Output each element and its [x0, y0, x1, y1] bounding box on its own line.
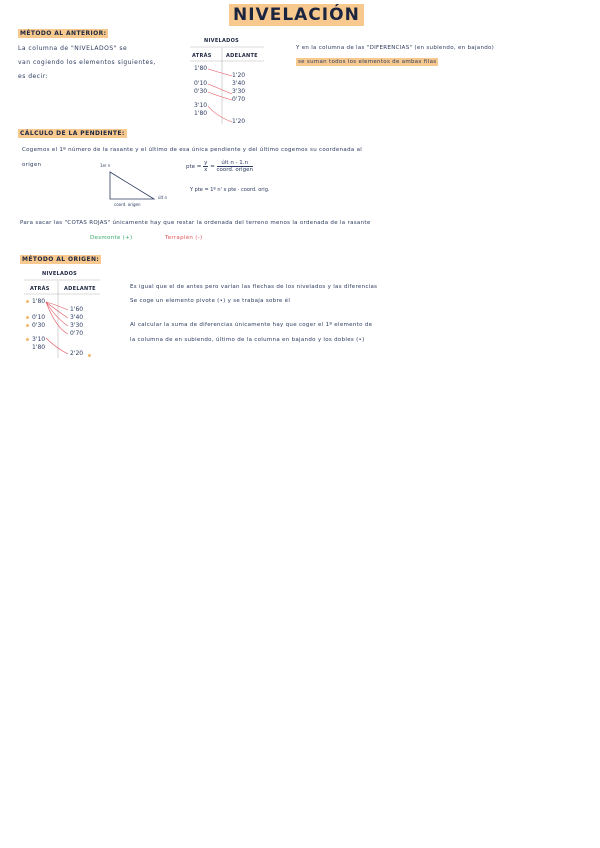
table-cell: 3'40: [70, 314, 84, 321]
table-title: NIVELADOS: [42, 271, 78, 277]
table-cell: 1'80: [32, 344, 46, 351]
section-heading-anterior: MÉTODO AL ANTERIOR:: [20, 30, 107, 37]
anterior-line-1: La columna de "NIVELADOS" se: [18, 45, 128, 52]
pendiente-line-1: Cogemos el 1º número de la rasante y el último de esa única pendiente y del último cogemos su coordenada al: [22, 147, 363, 153]
formula-lhs: pte =: [186, 164, 202, 170]
table-cell: 0'30: [32, 322, 46, 329]
pendiente-line-2: origen: [22, 162, 42, 168]
table-cell: 1'20: [232, 72, 246, 79]
anterior-line-2: van cogiendo los elementos siguientes,: [18, 59, 156, 66]
table-cell: 1'80: [194, 65, 208, 72]
page-title: NIVELACIÓN: [229, 4, 364, 26]
column-header-atras: ATRÁS: [192, 53, 212, 59]
table-cell: 1'20: [232, 118, 246, 125]
table-cell: 0'70: [70, 330, 84, 337]
column-header-atras: ATRÁS: [30, 286, 50, 292]
table-cell: 0'10: [194, 80, 208, 87]
desmonte-label: Desmonte (+): [90, 235, 133, 241]
formula-2: Y pte = 1º n' x pte · coord. orig.: [190, 187, 270, 193]
slope-triangle: [108, 170, 158, 202]
pivot-dot: [26, 338, 29, 341]
table-cell: 3'10: [32, 336, 46, 343]
anterior-line-3: es decir:: [18, 73, 49, 80]
triangle-right-label: últ n: [158, 195, 168, 200]
table-cell: 2'20: [70, 350, 84, 357]
cotas-rojas-line: Para sacar las "COTAS ROJAS" únicamente hay que restar la ordenada del terreno menos la ordenada de la rasante: [20, 220, 371, 226]
table-title: NIVELADOS: [204, 38, 240, 44]
table-cell: 3'30: [70, 322, 84, 329]
pivot-dot: [88, 354, 91, 357]
table-cell: 1'80: [194, 110, 208, 117]
table-cell: 3'30: [232, 88, 246, 95]
table-cell: 0'30: [194, 88, 208, 95]
origen-line-1: Es igual que el de antes pero varían las flechas de los nivelados y las diferencias: [130, 284, 378, 290]
column-header-adelante: ADELANTE: [64, 286, 96, 292]
pivot-dot: [26, 324, 29, 327]
table-cell: 0'70: [232, 96, 246, 103]
formula-yx: $\frac{y}{x}$: [204, 160, 208, 173]
nivelados-table-anterior: [190, 36, 270, 126]
table-cell: 3'40: [232, 80, 246, 87]
origen-line-3: Al calcular la suma de diferencias únicamente hay que coger el 1º elemento de: [130, 322, 373, 328]
section-heading-origen: MÉTODO AL ORIGEN:: [22, 256, 100, 263]
anterior-right-line-1: Y en la columna de las "DIFERENCIAS" (en subiendo, en bajando): [296, 45, 495, 51]
table-cell: 3'10: [194, 102, 208, 109]
anterior-right-line-2: se suman todos los elementos de ambas filas: [298, 59, 437, 65]
column-header-adelante: ADELANTE: [226, 53, 258, 59]
pivot-dot: [26, 316, 29, 319]
section-heading-pendiente: CÁLCULO DE LA PENDIENTE:: [20, 130, 125, 137]
formula-fraction: $\frac{\text{últ n - 1.n}}{\text{coord. origen}}$: [216, 160, 253, 173]
triangle-bottom-label: coord. origen: [114, 202, 141, 207]
pivot-dot: [26, 300, 29, 303]
origen-line-4: la columna de en subiendo, último de la columna en bajando y los dobles (•): [130, 337, 365, 343]
table-cell: 0'10: [32, 314, 46, 321]
table-cell: 1'60: [70, 306, 84, 313]
triangle-top-label: 1er n: [100, 163, 111, 168]
nivelados-table-origen: [24, 268, 106, 360]
origen-line-2: Se coge un elemento pivote (•) y se trabaja sobre él: [130, 298, 291, 304]
table-cell: 1'80: [32, 298, 46, 305]
terraplen-label: Terraplén (-): [165, 235, 203, 241]
slope-formula: pte = $\frac{y}{x}$ = $\frac{\text{últ n - 1.n}}{\text{coord. origen}}$: [186, 160, 253, 173]
